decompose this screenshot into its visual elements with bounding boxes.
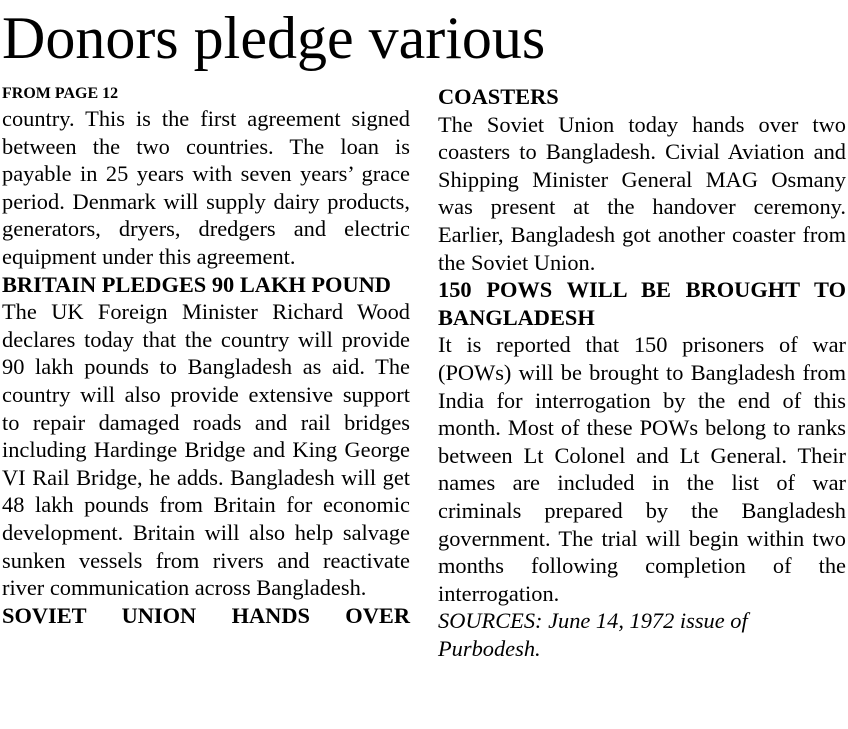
sources-note: SOURCES: June 14, 1972 issue of Purbodesh. bbox=[438, 608, 748, 661]
section-subhead-continued: COASTERS bbox=[438, 84, 559, 109]
article-paragraph: country. This is the first agreement signed between the two countries. The loan is payable in 25 years with seven years’ grace period. Denmark will supply dairy products, generators, dryers, dredgers and electric equipment under this agreement. bbox=[2, 106, 410, 269]
continued-from-kicker: FROM PAGE 12 bbox=[2, 85, 119, 102]
headline: Donors pledge various bbox=[2, 5, 546, 71]
right-column bbox=[438, 83, 846, 662]
section-subhead: 150 POWS WILL BE BROUGHT TO BANGLADESH bbox=[438, 277, 846, 330]
article-paragraph: The UK Foreign Minister Richard Wood declares today that the country will provide 90 lakh pounds to Bangladesh as aid. The country will also provide extensive support to repair damaged roads and rail bridges including Hardinge Bridge and King George VI Rail Bridge, he adds. Bangladesh will get 48 lakh pounds from Britain for economic development. Britain will also help salvage sunken vessels from rivers and reactivate river communication across Bangladesh. bbox=[2, 299, 410, 601]
article-paragraph: It is reported that 150 prisoners of war (POWs) will be brought to Bangladesh from India for interrogation by the end of this month. Most of these POWs belong to ranks between Lt Colonel and Lt General. Their names are included in the list of war criminals prepared by the Bangladesh government. The trial will begin within two months following completion of the interrogation. bbox=[438, 332, 846, 606]
left-column bbox=[2, 83, 410, 629]
section-subhead: BRITAIN PLEDGES 90 LAKH POUND bbox=[2, 271, 391, 297]
article-paragraph: The Soviet Union today hands over two coasters to Bangladesh. Civial Aviation and Shipping Minister General MAG Osmany was present at the handover ceremony. Earlier, Bangladesh got another coaster from the Soviet Union. bbox=[438, 111, 846, 275]
section-subhead: SOVIET UNION HANDS OVER bbox=[2, 602, 410, 628]
